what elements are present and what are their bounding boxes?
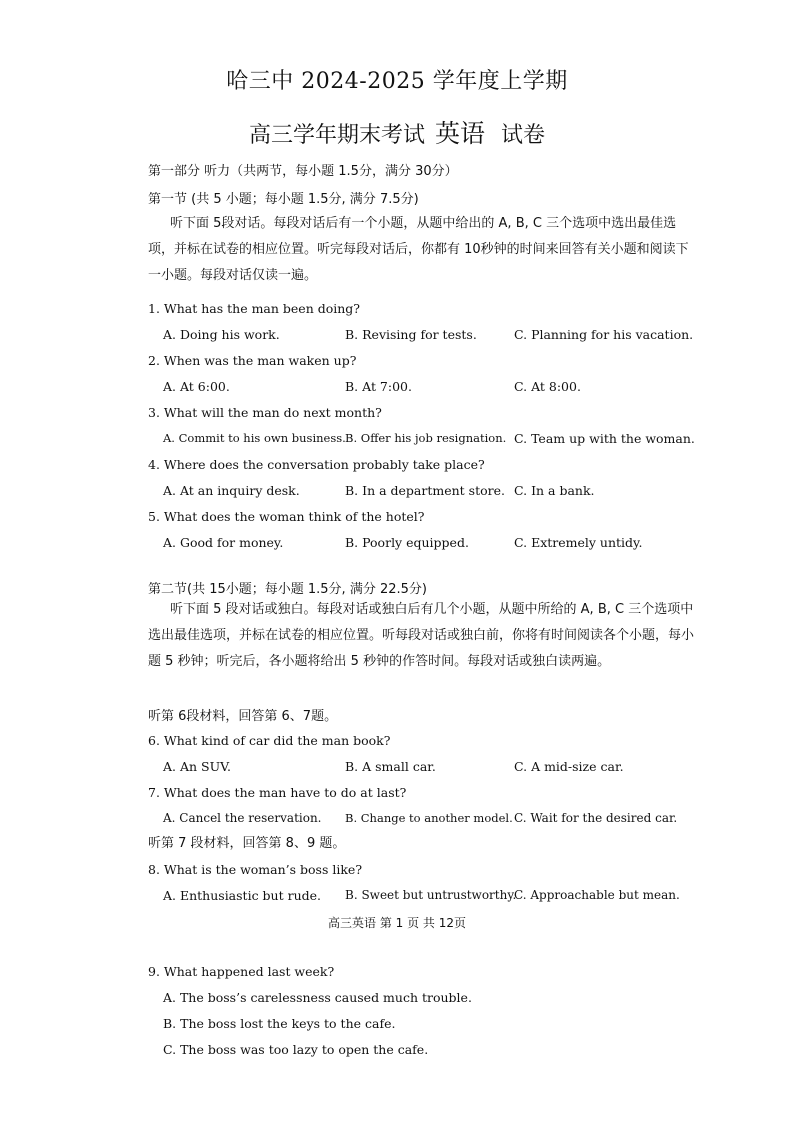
q5-option-c: C. Extremely untidy. <box>514 535 643 550</box>
exam-title: 哈三中 2024-2025 学年度上学期 <box>226 69 568 94</box>
question-6: 6. What kind of car did the man book? <box>148 733 391 748</box>
question-2: 2. When was the man waken up? <box>148 353 357 368</box>
q9-option-b: B. The boss lost the keys to the cafe. <box>163 1016 396 1031</box>
subtitle-paper: 试卷 <box>501 123 546 148</box>
material-6-note: 听第 6段材料，回答第 6、7题。 <box>148 709 338 724</box>
q3-option-b: B. Offer his job resignation. <box>345 431 507 445</box>
material-7-note: 听第 7 段材料，回答第 8、9 题。 <box>148 836 346 851</box>
q8-option-a: A. Enthusiastic but rude. <box>163 888 321 903</box>
q8-option-b: B. Sweet but untrustworthy. <box>345 888 517 902</box>
section1-instructions: 听下面 5段对话。每段对话后有一个小题，从题中给出的 A, B, C 三个选项中选出最佳选项，并标在试卷的相应位置。听完每段对话后，你都有 10秒钟的时间来回答有关小题和阅读下一小题。每段对话仅读一遍。 <box>148 216 689 283</box>
q2-option-b: B. At 7:00. <box>345 379 412 394</box>
q4-option-b: B. In a department store. <box>345 483 505 498</box>
q7-option-c: C. Wait for the desired car. <box>514 811 678 825</box>
question-3: 3. What will the man do next month? <box>148 405 382 420</box>
q3-option-a: A. Commit to his own business. <box>163 431 346 445</box>
question-9: 9. What happened last week? <box>148 964 335 979</box>
q2-option-a: A. At 6:00. <box>163 379 230 394</box>
q8-option-c: C. Approachable but mean. <box>514 888 680 902</box>
q4-option-c: C. In a bank. <box>514 483 595 498</box>
q7-option-b: B. Change to another model. <box>345 811 513 825</box>
q4-option-a: A. At an inquiry desk. <box>163 483 300 498</box>
part1-heading: 第一部分 听力（共两节，每小题 1.5分，满分 30分） <box>148 164 458 179</box>
q1-option-b: B. Revising for tests. <box>345 327 477 342</box>
q2-option-c: C. At 8:00. <box>514 379 581 394</box>
q1-option-a: A. Doing his work. <box>163 327 280 342</box>
q9-option-a: A. The boss’s carelessness caused much trouble. <box>163 990 472 1005</box>
q5-option-a: A. Good for money. <box>163 535 284 550</box>
question-8: 8. What is the woman’s boss like? <box>148 862 363 877</box>
question-7: 7. What does the man have to do at last? <box>148 785 407 800</box>
q7-option-a: A. Cancel the reservation. <box>163 811 322 825</box>
q6-option-a: A. An SUV. <box>163 759 231 774</box>
q6-option-b: B. A small car. <box>345 759 436 774</box>
question-4: 4. Where does the conversation probably take place? <box>148 457 485 472</box>
q5-option-b: B. Poorly equipped. <box>345 535 469 550</box>
q3-option-c: C. Team up with the woman. <box>514 431 695 446</box>
subtitle-subject: 英语 <box>434 119 485 148</box>
section2-instructions: 听下面 5 段对话或独白。每段对话或独白后有几个小题，从题中所给的 A, B, C 三个选项中选出最佳选项，并标在试卷的相应位置。听每段对话或独白前，你将有时间阅读各个小题，每小题 5 秒钟；听完后，各小题将给出 5 秒钟的作答时间。每段对话或独白读两遍。 <box>148 602 695 669</box>
section1-heading: 第一节 (共 5 小题；每小题 1.5分, 满分 7.5分) <box>148 192 419 207</box>
section2-heading: 第二节(共 15小题；每小题 1.5分, 满分 22.5分) <box>148 582 427 597</box>
exam-subtitle <box>0 114 794 150</box>
q6-option-c: C. A mid-size car. <box>514 759 624 774</box>
question-1: 1. What has the man been doing? <box>148 301 361 316</box>
q9-option-c: C. The boss was too lazy to open the cafe. <box>163 1042 429 1057</box>
subtitle-grade-term: 高三学年期末考试 <box>248 123 425 148</box>
page-footer: 高三英语 第 1 页 共 12页 <box>328 916 466 930</box>
q1-option-c: C. Planning for his vacation. <box>514 327 694 342</box>
question-5: 5. What does the woman think of the hotel? <box>148 509 425 524</box>
